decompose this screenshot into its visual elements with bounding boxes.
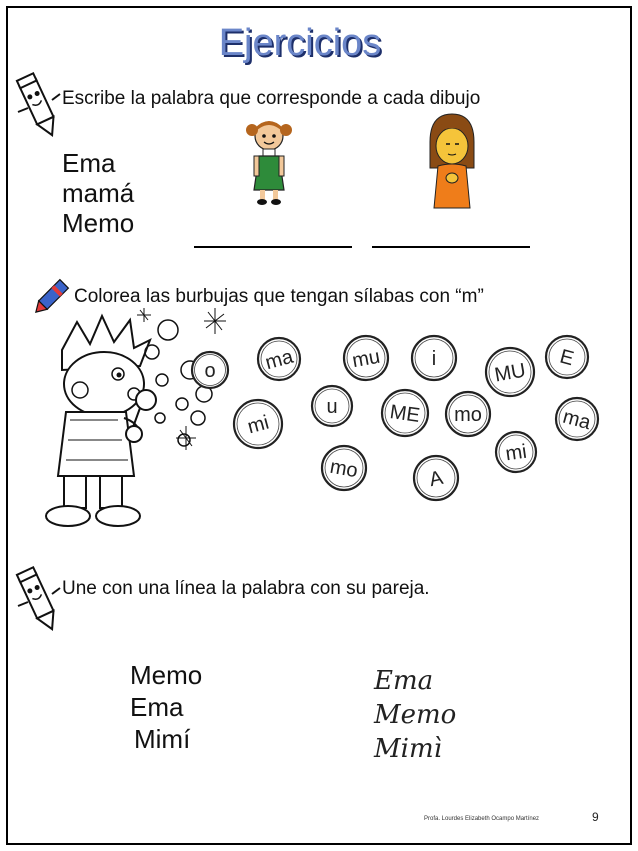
boy-blowing-bubbles-icon — [22, 300, 242, 540]
bubble[interactable] — [544, 334, 590, 380]
bubble[interactable] — [554, 396, 600, 442]
bubble[interactable] — [256, 336, 302, 382]
bubble[interactable] — [410, 334, 458, 382]
bubble-syllable: mo — [454, 404, 482, 426]
answer-blank-1[interactable] — [194, 246, 352, 248]
print-word[interactable]: Mimí — [134, 724, 191, 754]
word-option: Ema — [62, 148, 116, 178]
bubble[interactable] — [342, 334, 390, 382]
bubble-syllable: ME — [388, 401, 422, 427]
bubble[interactable] — [232, 398, 284, 450]
pencil-mascot-icon — [14, 566, 64, 636]
cursive-word[interactable]: Memo — [374, 700, 457, 730]
girl-in-green-dress-icon — [244, 118, 294, 208]
instruction-color-bubbles: Colorea las burbujas que tengan sílabas con “m” — [74, 286, 484, 307]
bubble-syllable: u — [326, 396, 338, 418]
page-number: 9 — [592, 810, 599, 824]
page-title: Ejercicios — [218, 22, 382, 64]
bubble-syllable: ma — [262, 345, 296, 375]
cursive-word[interactable]: Ema — [374, 666, 434, 696]
instruction-match-words: Une con una línea la palabra con su pareja. — [62, 578, 430, 599]
pencil-mascot-icon — [14, 72, 64, 142]
bubble-syllable: mi — [504, 440, 529, 466]
bubble-syllable: MU — [492, 359, 528, 387]
bubble-syllable: i — [431, 348, 437, 370]
instruction-write-word: Escribe la palabra que corresponde a cada dibujo — [62, 88, 481, 109]
thinking-girl-icon — [424, 112, 480, 210]
bubble-syllable: E — [557, 345, 577, 371]
bubble-syllable: o — [204, 360, 216, 382]
bubble[interactable] — [190, 350, 230, 390]
bubble[interactable] — [320, 444, 368, 492]
bubble[interactable] — [494, 430, 538, 474]
print-word[interactable]: Ema — [130, 692, 184, 722]
bubble-syllable: A — [427, 466, 446, 492]
bubble-syllable: ma — [560, 405, 594, 435]
bubble[interactable] — [380, 388, 430, 438]
word-option: mamá — [62, 178, 135, 208]
answer-blank-2[interactable] — [372, 246, 530, 248]
print-word[interactable]: Memo — [130, 660, 203, 690]
footer-author: Profa. Lourdes Elizabeth Ocampo Martínez — [424, 816, 540, 822]
cursive-word[interactable]: Mimì — [374, 734, 442, 764]
bubble-syllable: mu — [350, 345, 382, 373]
bubble-syllable: mi — [245, 411, 272, 439]
bubble[interactable] — [444, 390, 492, 438]
word-option: Memo — [62, 208, 135, 238]
bubble[interactable] — [412, 454, 460, 502]
bubble[interactable] — [310, 384, 354, 428]
bubble-syllable: mo — [328, 455, 360, 483]
